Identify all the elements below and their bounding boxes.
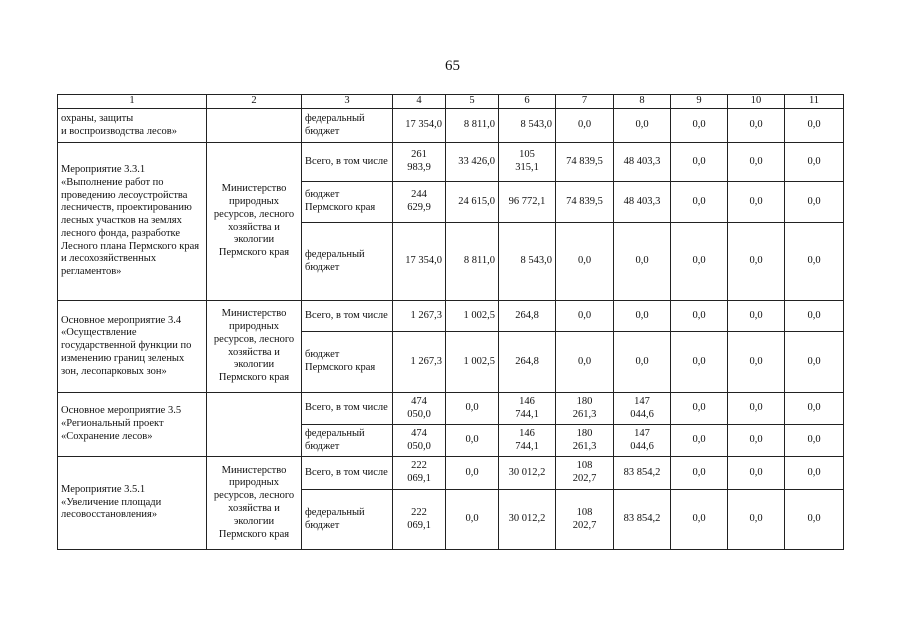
value-cell: 0,0: [785, 143, 844, 182]
value-cell: 0,0: [728, 457, 785, 490]
value-cell: 8 543,0: [499, 109, 556, 143]
funding-source: Всего, в том числе: [302, 457, 393, 490]
page-number: 65: [445, 58, 460, 74]
value-cell: 1 267,3: [393, 301, 446, 332]
value-cell: 83 854,2: [614, 457, 671, 490]
value-cell: 1 002,5: [446, 301, 499, 332]
value-cell: 0,0: [556, 223, 614, 301]
value-cell: 105 315,1: [499, 143, 556, 182]
value-cell: 0,0: [785, 301, 844, 332]
value-cell: 0,0: [446, 490, 499, 550]
value-cell: 0,0: [671, 182, 728, 223]
column-header: 7: [556, 95, 614, 109]
value-cell: 0,0: [671, 223, 728, 301]
value-cell: 48 403,3: [614, 143, 671, 182]
value-cell: 0,0: [671, 393, 728, 425]
table-row: [58, 143, 844, 182]
value-cell: 1 267,3: [393, 332, 446, 393]
value-cell: 0,0: [671, 109, 728, 143]
value-cell: 30 012,2: [499, 457, 556, 490]
table-row: [58, 109, 844, 143]
value-cell: 24 615,0: [446, 182, 499, 223]
value-cell: 0,0: [728, 182, 785, 223]
value-cell: 17 354,0: [393, 223, 446, 301]
value-cell: 474 050,0: [393, 393, 446, 425]
value-cell: 0,0: [556, 332, 614, 393]
value-cell: 0,0: [728, 490, 785, 550]
value-cell: 83 854,2: [614, 490, 671, 550]
value-cell: 30 012,2: [499, 490, 556, 550]
value-cell: 0,0: [785, 490, 844, 550]
value-cell: 0,0: [671, 457, 728, 490]
value-cell: 96 772,1: [499, 182, 556, 223]
value-cell: 0,0: [785, 332, 844, 393]
funding-source: Всего, в том числе: [302, 301, 393, 332]
value-cell: 264,8: [499, 332, 556, 393]
executor: Министерство природных ресурсов, лесного хозяйства и экологии Пермского края: [207, 143, 302, 301]
column-header: 5: [446, 95, 499, 109]
funding-source: федеральный бюджет: [302, 425, 393, 457]
column-header: 6: [499, 95, 556, 109]
value-cell: 180 261,3: [556, 393, 614, 425]
value-cell: 180 261,3: [556, 425, 614, 457]
value-cell: 0,0: [671, 332, 728, 393]
value-cell: 0,0: [446, 393, 499, 425]
table-row: [58, 393, 844, 425]
value-cell: 222 069,1: [393, 490, 446, 550]
header-row: [58, 95, 844, 109]
value-cell: 147 044,6: [614, 393, 671, 425]
value-cell: 0,0: [614, 332, 671, 393]
value-cell: 74 839,5: [556, 182, 614, 223]
measure-name: охраны, защиты и воспроизводства лесов»: [58, 109, 207, 143]
value-cell: 0,0: [728, 425, 785, 457]
column-header: 11: [785, 95, 844, 109]
value-cell: 0,0: [728, 109, 785, 143]
value-cell: 0,0: [728, 332, 785, 393]
value-cell: 244 629,9: [393, 182, 446, 223]
executor: [207, 393, 302, 457]
column-header: 10: [728, 95, 785, 109]
value-cell: 0,0: [446, 457, 499, 490]
column-header: 1: [58, 95, 207, 109]
executor: Министерство природных ресурсов, лесного хозяйства и экологии Пермского края: [207, 457, 302, 550]
value-cell: 0,0: [556, 301, 614, 332]
value-cell: 0,0: [614, 301, 671, 332]
value-cell: 48 403,3: [614, 182, 671, 223]
value-cell: 146 744,1: [499, 425, 556, 457]
value-cell: 1 002,5: [446, 332, 499, 393]
column-header: 3: [302, 95, 393, 109]
value-cell: 74 839,5: [556, 143, 614, 182]
value-cell: 0,0: [728, 143, 785, 182]
value-cell: 0,0: [728, 301, 785, 332]
value-cell: 0,0: [785, 182, 844, 223]
value-cell: 17 354,0: [393, 109, 446, 143]
column-header: 4: [393, 95, 446, 109]
funding-source: бюджет Пермского края: [302, 182, 393, 223]
value-cell: 0,0: [671, 143, 728, 182]
value-cell: 0,0: [614, 109, 671, 143]
funding-source: Всего, в том числе: [302, 393, 393, 425]
table-row: [58, 457, 844, 490]
funding-source: федеральный бюджет: [302, 490, 393, 550]
value-cell: 0,0: [446, 425, 499, 457]
value-cell: 0,0: [728, 223, 785, 301]
value-cell: 0,0: [785, 109, 844, 143]
value-cell: 0,0: [785, 393, 844, 425]
value-cell: 8 811,0: [446, 223, 499, 301]
value-cell: 261 983,9: [393, 143, 446, 182]
value-cell: 222 069,1: [393, 457, 446, 490]
value-cell: 0,0: [671, 490, 728, 550]
value-cell: 8 543,0: [499, 223, 556, 301]
value-cell: 0,0: [614, 223, 671, 301]
executor: [207, 109, 302, 143]
funding-source: федеральный бюджет: [302, 109, 393, 143]
column-header: 2: [207, 95, 302, 109]
funding-source: Всего, в том числе: [302, 143, 393, 182]
value-cell: 0,0: [556, 109, 614, 143]
value-cell: 0,0: [785, 223, 844, 301]
value-cell: 474 050,0: [393, 425, 446, 457]
value-cell: 0,0: [671, 425, 728, 457]
value-cell: 0,0: [671, 301, 728, 332]
funding-source: бюджет Пермского края: [302, 332, 393, 393]
value-cell: 0,0: [785, 425, 844, 457]
value-cell: 0,0: [785, 457, 844, 490]
column-header: 9: [671, 95, 728, 109]
measure-name: Мероприятие 3.3.1 «Выполнение работ по проведению лесоустройства лесничеств, проектированию лесных участков на землях лесного фонда, разработке Лесного плана Пермского края и лесохозяйственных регламентов»: [58, 143, 207, 301]
value-cell: 147 044,6: [614, 425, 671, 457]
value-cell: 108 202,7: [556, 457, 614, 490]
measure-name: Мероприятие 3.5.1 «Увеличение площади лесовосстановления»: [58, 457, 207, 550]
funding-source: федеральный бюджет: [302, 223, 393, 301]
measure-name: Основное мероприятие 3.5 «Региональный проект «Сохранение лесов»: [58, 393, 207, 457]
measure-name: Основное мероприятие 3.4 «Осуществление государственной функции по изменению границ зеленых зон, лесопарковых зон»: [58, 301, 207, 393]
executor: Министерство природных ресурсов, лесного хозяйства и экологии Пермского края: [207, 301, 302, 393]
value-cell: 264,8: [499, 301, 556, 332]
value-cell: 8 811,0: [446, 109, 499, 143]
column-header: 8: [614, 95, 671, 109]
value-cell: 108 202,7: [556, 490, 614, 550]
value-cell: 0,0: [728, 393, 785, 425]
value-cell: 33 426,0: [446, 143, 499, 182]
value-cell: 146 744,1: [499, 393, 556, 425]
table-row: [58, 301, 844, 332]
budget-table: [57, 94, 844, 550]
